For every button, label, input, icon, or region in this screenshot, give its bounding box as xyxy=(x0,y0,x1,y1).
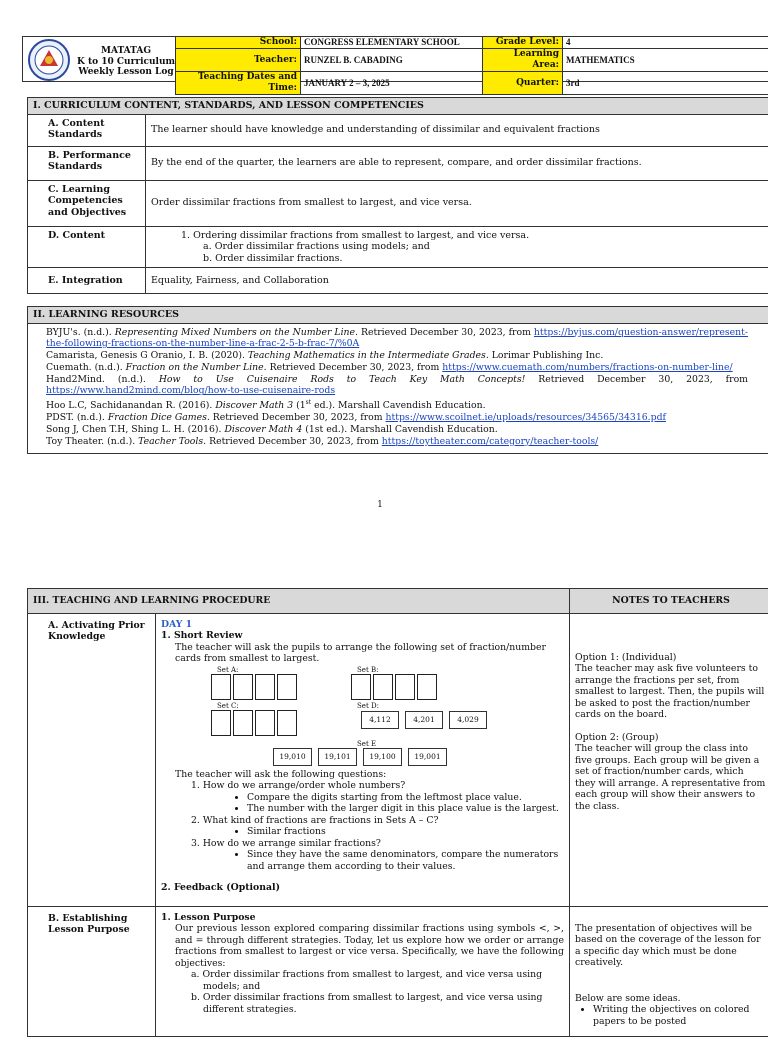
answer-item: • Similar fractions xyxy=(247,826,564,838)
resource-5-title: Discover Math 3 xyxy=(215,400,293,411)
lesson-purpose-text: Our previous lesson explored comparing dissimilar fractions using symbols <, >, and = through different strategies. Today, let us explore how we order or arrange fractions from smallest to largest or vice versa. Specifically, we have the following objectives: xyxy=(161,923,564,969)
resource-2 xyxy=(46,350,748,362)
note-option-2: Option 2: (Group) The teacher will group the class into five groups. Each group will be given a set of fraction/number cards, which they will arrange. A representative from each group will show their answers to the class. xyxy=(575,732,767,813)
curriculum-table xyxy=(27,97,768,294)
resource-6-link[interactable]: https://www.scoilnet.ie/uploads/resources/34565/34316.pdf xyxy=(386,412,666,423)
competencies-label: C. Learning Competencies and Objectives xyxy=(28,180,146,226)
resource-6-title: Fraction Dice Games xyxy=(108,412,207,423)
title-line-1: MATATAG xyxy=(76,46,176,57)
resource-7-publisher: (1st ed.). Marshall Cavendish Education. xyxy=(302,424,497,435)
set-c-cards xyxy=(211,710,299,740)
performance-standards-label: B. Performance Standards xyxy=(28,146,146,180)
fraction-card xyxy=(395,674,415,700)
integration-text: Equality, Fairness, and Collaboration xyxy=(146,268,768,294)
set-e-cards xyxy=(273,748,447,766)
school-value: CONGRESS ELEMENTARY SCHOOL xyxy=(301,37,483,49)
content-list xyxy=(146,226,768,268)
lesson-objective-b: b. Order dissimilar fractions from smallest to largest, and vice versa using different strategies. xyxy=(173,992,564,1015)
fraction-card xyxy=(417,674,437,700)
resource-6 xyxy=(46,412,748,424)
resource-4-author: Hand2Mind. (n.d.). xyxy=(46,374,159,385)
deped-seal-icon xyxy=(24,38,74,82)
grade-label: Grade Level: xyxy=(483,37,563,49)
section3-title: III. TEACHING AND LEARNING PROCEDURE xyxy=(28,589,570,614)
procedure-table xyxy=(27,588,768,1037)
set-b-label: Set B: xyxy=(357,665,378,677)
resources-table xyxy=(27,306,768,454)
resource-7 xyxy=(46,424,748,436)
fraction-card xyxy=(211,710,231,736)
resource-8-link[interactable]: https://toytheater.com/category/teacher-tools/ xyxy=(382,436,599,447)
fraction-cards-area xyxy=(161,665,564,769)
questions-intro: The teacher will ask the following questions: xyxy=(161,769,564,781)
question-2: 2. What kind of fractions are fractions in Sets A – C? xyxy=(161,815,564,827)
performance-standards-text: By the end of the quarter, the learners are able to represent, compare, and order dissimilar fractions. xyxy=(146,146,768,180)
resource-4-title: How to Use Cuisenaire Rods to Teach Key Math Concepts! xyxy=(159,374,526,385)
school-label: School: xyxy=(176,37,301,49)
content-standards-text: The learner should have knowledge and understanding of dissimilar and equivalent fractions xyxy=(146,114,768,146)
number-card: 19,100 xyxy=(363,748,402,766)
number-card: 4,201 xyxy=(405,711,443,729)
resource-1 xyxy=(46,327,748,351)
resource-7-author: Song J, Chen T.H, Shing L. H. (2016). xyxy=(46,424,224,435)
number-card: 4,029 xyxy=(449,711,487,729)
resource-3 xyxy=(46,362,748,374)
content-item-1a: a. Order dissimilar fractions using models; and xyxy=(151,241,767,253)
header-info-table xyxy=(175,36,768,95)
question-3: 3. How do we arrange similar fractions? xyxy=(161,838,564,850)
resource-5-edition: (1 xyxy=(293,400,306,411)
note-idea-item: • Writing the objectives on colored papers to be posted xyxy=(593,1004,767,1027)
title-line-2: K to 10 Curriculum xyxy=(76,57,176,68)
resource-2-publisher: . Lorimar Publishing Inc. xyxy=(486,350,603,361)
content-item-1: 1. Ordering dissimilar fractions from smallest to largest, and vice versa. xyxy=(151,230,767,242)
set-a-cards xyxy=(211,674,299,704)
note-objectives: The presentation of objectives will be based on the coverage of the lesson for a specific day which must be done creatively. xyxy=(575,923,767,969)
number-card: 4,112 xyxy=(361,711,399,729)
resource-5-author: Hoo L.C, Sachidanandan R. (2016). xyxy=(46,400,215,411)
establishing-label: B. Establishing Lesson Purpose xyxy=(28,906,156,1036)
page-number: 1 xyxy=(0,500,760,510)
content-item-1b: b. Order dissimilar fractions. xyxy=(151,253,767,265)
fraction-card xyxy=(211,674,231,700)
resource-8-author: Toy Theater. (n.d.). xyxy=(46,436,138,447)
note-option-1: Option 1: (Individual) The teacher may ask five volunteers to arrange the fractions per set, from smallest to largest. Then, the pupils will be asked to post the fraction/number cards on the board. xyxy=(575,652,767,721)
number-card: 19,001 xyxy=(408,748,447,766)
set-e-label: Set E xyxy=(357,739,376,751)
fraction-card xyxy=(255,674,275,700)
fraction-card xyxy=(277,710,297,736)
resource-8-retrieved: . Retrieved December 30, 2023, from xyxy=(203,436,382,447)
feedback-heading: 2. Feedback (Optional) xyxy=(161,882,564,894)
content-standards-label: A. Content Standards xyxy=(28,114,146,146)
note-ideas: Below are some ideas. xyxy=(575,993,767,1005)
quarter-value: 3rd xyxy=(563,72,768,95)
number-card: 19,010 xyxy=(273,748,312,766)
resource-1-title: Representing Mixed Numbers on the Number Line xyxy=(115,327,355,338)
resources-list xyxy=(28,323,768,453)
resource-2-author: Camarista, Genesis G Oranio, I. B. (2020). xyxy=(46,350,248,361)
resource-6-author: PDST. (n.d.). xyxy=(46,412,108,423)
area-value: MATHEMATICS xyxy=(563,49,768,72)
notes-title: NOTES TO TEACHERS xyxy=(570,589,768,614)
lesson-purpose-heading: 1. Lesson Purpose xyxy=(161,912,564,924)
fraction-card xyxy=(277,674,297,700)
set-b-cards xyxy=(351,674,439,704)
integration-label: E. Integration xyxy=(28,268,146,294)
resource-4 xyxy=(46,374,748,398)
content-label: D. Content xyxy=(28,226,146,268)
activating-label: A. Activating Prior Knowledge xyxy=(28,613,156,906)
answer-item: • Compare the digits starting from the leftmost place value. xyxy=(247,792,564,804)
resource-3-retrieved: . Retrieved December 30, 2023, from xyxy=(264,362,443,373)
notes-activating xyxy=(570,613,768,906)
resource-8 xyxy=(46,436,748,448)
resource-6-retrieved: . Retrieved December 30, 2023, from xyxy=(207,412,386,423)
resource-5-sup: st xyxy=(306,399,312,406)
lesson-objective-a: a. Order dissimilar fractions from smallest to largest, and vice versa using models; and xyxy=(173,969,564,992)
resource-5-publisher: ed.). Marshall Cavendish Education. xyxy=(311,400,485,411)
fraction-card xyxy=(351,674,371,700)
dates-value: JANUARY 2 – 3, 2025 xyxy=(301,72,483,95)
set-d-label: Set D: xyxy=(357,701,379,713)
answer-item: • Since they have the same denominators, compare the numerators and arrange them according to their values. xyxy=(247,849,564,872)
resource-4-retrieved: Retrieved December 30, 2023, from xyxy=(525,374,748,385)
grade-value: 4 xyxy=(563,37,768,49)
set-c-label: Set C: xyxy=(217,701,239,713)
resource-3-link[interactable]: https://www.cuemath.com/numbers/fractions-on-number-line/ xyxy=(442,362,732,373)
resource-1-retrieved: . Retrieved December 30, 2023, from xyxy=(355,327,534,338)
establishing-content xyxy=(156,906,570,1036)
question-1: 1. How do we arrange/order whole numbers? xyxy=(161,780,564,792)
question-1-answers xyxy=(161,792,564,815)
fraction-card xyxy=(255,710,275,736)
number-card: 19,101 xyxy=(318,748,357,766)
fraction-card xyxy=(233,710,253,736)
competencies-text: Order dissimilar fractions from smallest to largest, and vice versa. xyxy=(146,180,768,226)
header-title xyxy=(76,46,176,78)
resource-1-link[interactable]: https://byjus.com/question-answer/represent-the-following-fractions-on-the-number-line-a-frac-2-5-b-frac-7/%0A xyxy=(46,327,748,350)
fraction-card xyxy=(373,674,393,700)
resource-5 xyxy=(46,397,748,412)
teacher-label: Teacher: xyxy=(176,49,301,72)
quarter-label: Quarter: xyxy=(483,72,563,95)
fraction-card xyxy=(233,674,253,700)
resource-2-title: Teaching Mathematics in the Intermediate Grades xyxy=(248,350,486,361)
notes-establishing xyxy=(570,906,768,1036)
section2-title: II. LEARNING RESOURCES xyxy=(28,307,768,324)
set-a-label: Set A: xyxy=(217,665,238,677)
resource-1-author: BYJU's. (n.d.). xyxy=(46,327,115,338)
resource-3-author: Cuemath. (n.d.). xyxy=(46,362,126,373)
day-label: DAY 1 xyxy=(161,619,564,631)
activating-content xyxy=(156,613,570,906)
answer-item: • The number with the larger digit in this place value is the largest. xyxy=(247,803,564,815)
section1-title: I. CURRICULUM CONTENT, STANDARDS, AND LESSON COMPETENCIES xyxy=(28,98,768,115)
teacher-value: RUNZEL B. CABADING xyxy=(301,49,483,72)
question-2-answers xyxy=(161,826,564,838)
resource-3-title: Fraction on the Number Line xyxy=(126,362,264,373)
resource-8-title: Teacher Tools xyxy=(138,436,203,447)
resource-7-title: Discover Math 4 xyxy=(224,424,302,435)
short-review-heading: 1. Short Review xyxy=(161,630,564,642)
resource-4-link[interactable]: https://www.hand2mind.com/blog/how-to-use-cuisenaire-rods xyxy=(46,385,335,396)
title-line-3: Weekly Lesson Log xyxy=(76,67,176,78)
area-label: Learning Area: xyxy=(483,49,563,72)
set-d-cards xyxy=(361,711,487,729)
short-review-text: The teacher will ask the pupils to arrange the following set of fraction/number cards from smallest to largest. xyxy=(161,642,564,665)
dates-label: Teaching Dates and Time: xyxy=(176,72,301,95)
question-3-answers xyxy=(161,849,564,872)
